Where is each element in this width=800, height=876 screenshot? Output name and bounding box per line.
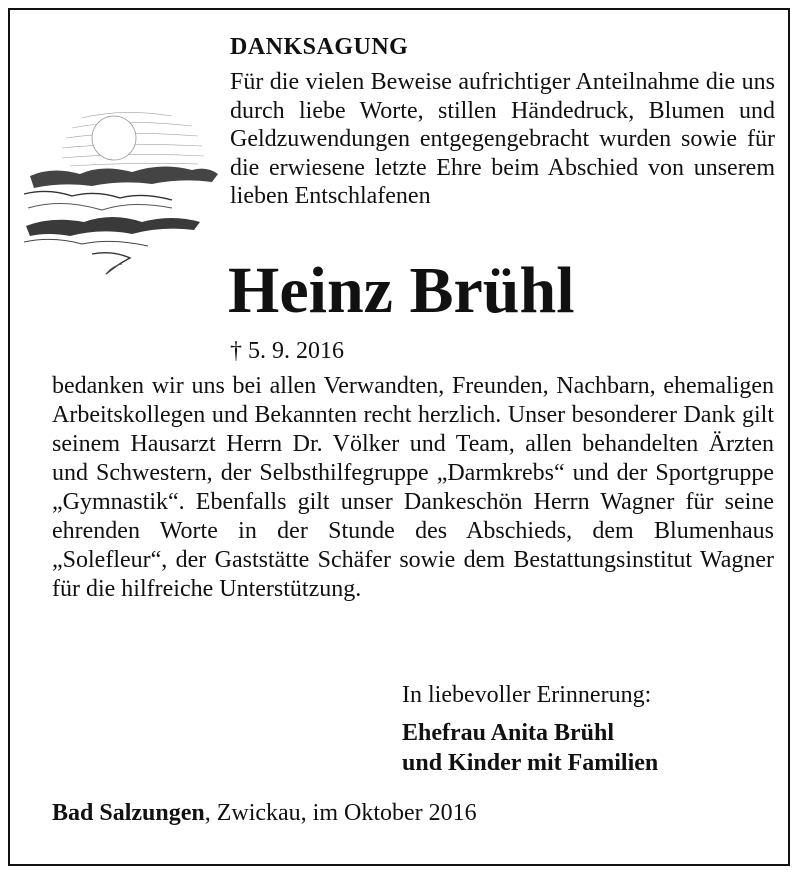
place-bold: Bad Salzungen	[52, 800, 205, 826]
place-date-line	[52, 800, 477, 827]
sunset-landscape-icon	[22, 104, 222, 284]
deceased-name: Heinz Brühl	[228, 254, 575, 327]
intro-text: Für die vielen Beweise aufrichtiger Anteilnahme die uns durch liebe Worte, stillen Händedruck, Blumen und Geldzuwendungen entgegengebracht wurden sowie für die erwiesene letzte Ehre beim Abschied von unserem lieben Entschlafenen	[230, 69, 775, 209]
thanks-body: bedanken wir uns bei allen Verwandten, Freunden, Nachbarn, ehemaligen Arbeitskollegen und Bekannten recht herzlich. Unser besonderer Dank gilt seinem Hausarzt Herrn Dr. Völker und Team, allen behandelten Ärzten und Schwestern, der Selbsthilfegruppe „Darmkrebs“ und der Sportgruppe „Gymnastik“. Ebenfalls gilt unser Dankeschön Herrn Wagner für seine ehrenden Worte in der Stunde des Abschieds, dem Blumenhaus „Solefleur“, der Gaststätte Schäfer sowie dem Bestattungsinstitut Wagner für die hilfreiche Unterstützung.	[52, 373, 774, 602]
closing-line: In liebevoller Erinnerung:	[402, 682, 652, 708]
notice-heading: DANKSAGUNG	[230, 34, 409, 60]
signatory-spouse: Ehefrau Anita Brühl	[402, 720, 615, 746]
death-date: † 5. 9. 2016	[230, 338, 344, 364]
place-rest: , Zwickau, im Oktober 2016	[204, 800, 477, 826]
signatory-family: und Kinder mit Familien	[402, 750, 659, 776]
